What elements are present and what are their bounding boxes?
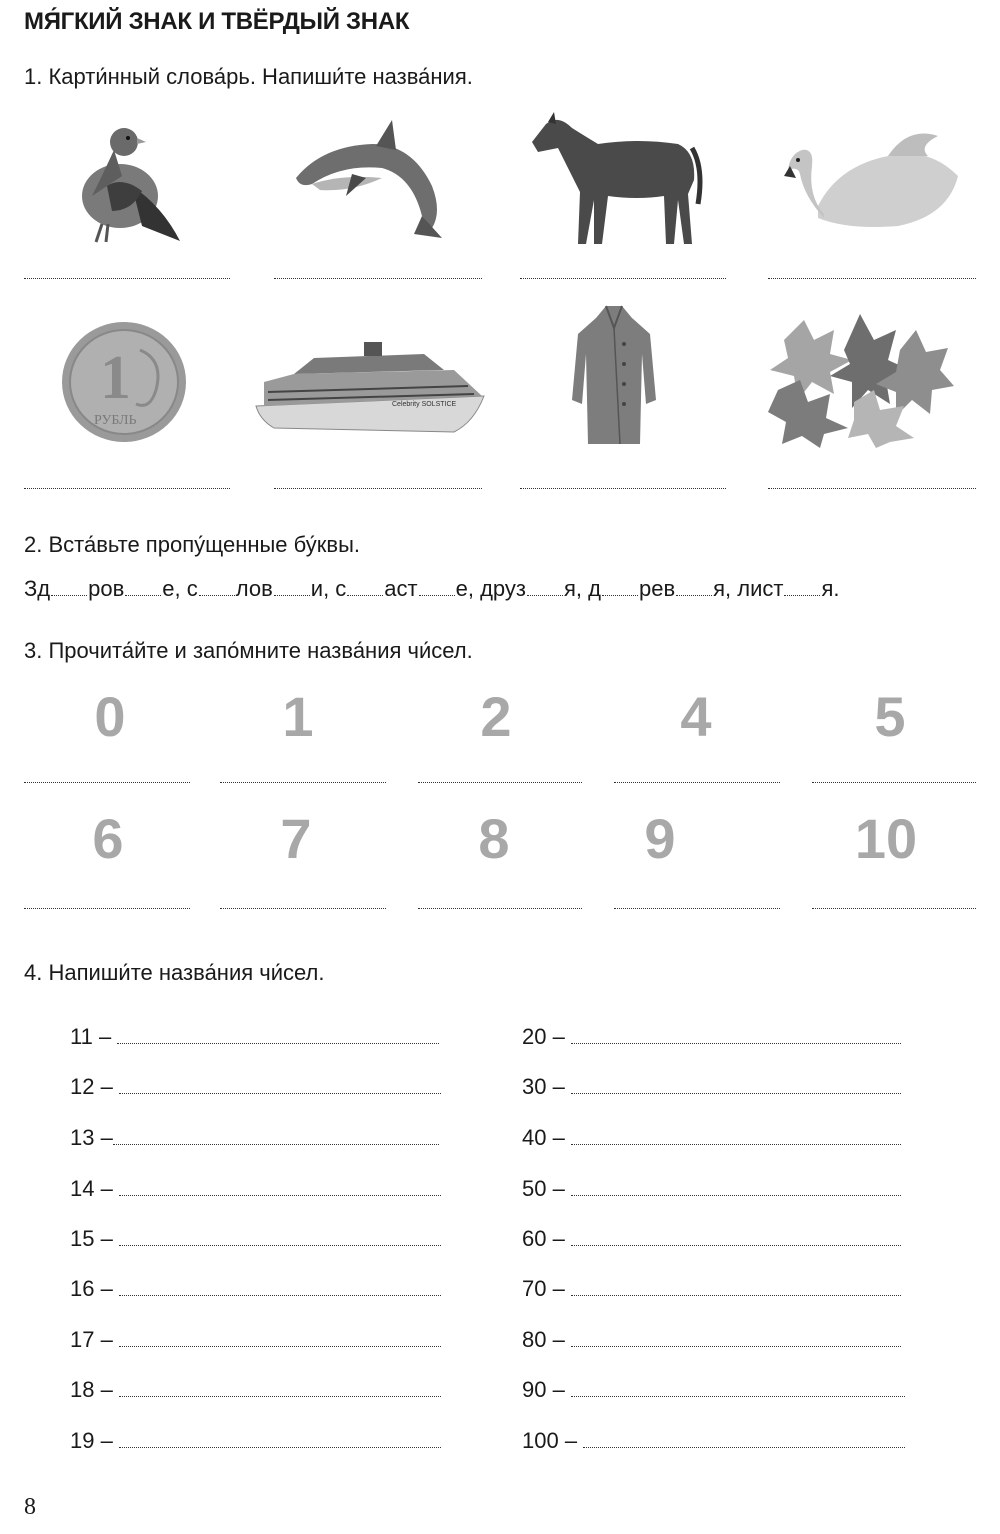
swan-image [778, 126, 962, 230]
letter-blank[interactable] [125, 577, 161, 596]
write-answer-line[interactable] [119, 1079, 441, 1094]
answer-line-leaves[interactable] [768, 488, 976, 489]
task-2-heading: 2. Вста́вьте пропу́щенные бу́квы. [24, 532, 361, 557]
number-label: 18 – [70, 1377, 113, 1402]
number-label: 20 – [522, 1024, 565, 1049]
word-part: ров [88, 576, 125, 601]
write-answer-line[interactable] [571, 1281, 901, 1296]
horse-image [528, 108, 704, 248]
write-answer-line[interactable] [119, 1281, 441, 1296]
word-part: лов [235, 576, 273, 601]
dolphin-image [292, 116, 452, 238]
number-2: 2 [480, 685, 512, 748]
coin-text: РУБЛЬ [94, 413, 137, 428]
write-row-16 [70, 1276, 441, 1302]
write-answer-line[interactable] [119, 1433, 441, 1448]
task-3-heading: 3. Прочита́йте и запо́мните назва́ния чи́сел. [24, 638, 473, 663]
number-4: 4 [680, 685, 712, 748]
write-answer-line[interactable] [571, 1332, 901, 1347]
svg-text:1: 1 [100, 344, 131, 412]
word-part: е, друз [455, 576, 526, 601]
number-label: 19 – [70, 1428, 113, 1453]
task-4-heading: 4. Напиши́те назва́ния чи́сел. [24, 960, 325, 985]
number-1: 1 [282, 685, 314, 748]
write-row-100 [522, 1428, 905, 1454]
write-row-30 [522, 1074, 901, 1100]
write-row-18 [70, 1377, 441, 1403]
write-answer-line[interactable] [119, 1231, 441, 1246]
number-label: 100 – [522, 1428, 578, 1453]
letter-blank[interactable] [784, 577, 820, 596]
write-answer-line[interactable] [119, 1382, 441, 1397]
coat-image [570, 304, 658, 448]
answer-line-coat[interactable] [520, 488, 726, 489]
ruble-coin-image [60, 320, 188, 444]
number-label: 30 – [522, 1074, 565, 1099]
number-0: 0 [94, 685, 126, 748]
write-row-15 [70, 1226, 441, 1252]
number-answer-line[interactable] [418, 782, 582, 783]
write-answer-line[interactable] [571, 1382, 905, 1397]
autumn-leaves-image [764, 310, 956, 448]
word-part: я. [821, 576, 840, 601]
number-label: 13 – [70, 1125, 113, 1150]
write-answer-line[interactable] [571, 1079, 901, 1094]
number-answer-line[interactable] [220, 782, 386, 783]
answer-line-swan[interactable] [768, 278, 976, 279]
number-answer-line[interactable] [220, 908, 386, 909]
number-9: 9 [644, 807, 676, 870]
write-row-50 [522, 1176, 901, 1202]
answer-line-horse[interactable] [520, 278, 726, 279]
word-part: и, с [310, 576, 347, 601]
write-row-14 [70, 1176, 441, 1202]
write-row-40 [522, 1125, 901, 1151]
number-7: 7 [280, 807, 312, 870]
write-answer-line[interactable] [113, 1130, 439, 1145]
write-row-70 [522, 1276, 901, 1302]
pigeon-image [62, 116, 182, 248]
letter-blank[interactable] [527, 577, 563, 596]
write-row-80 [522, 1327, 901, 1353]
answer-line-pigeon[interactable] [24, 278, 230, 279]
page-title: МЯ́ГКИЙ ЗНАК И ТВЁРДЫЙ ЗНАК [24, 8, 410, 35]
number-8: 8 [478, 807, 510, 870]
number-answer-line[interactable] [418, 908, 582, 909]
write-row-90 [522, 1377, 905, 1403]
number-label: 11 – [70, 1024, 112, 1049]
number-answer-line[interactable] [24, 908, 190, 909]
fill-in-letters-line [24, 576, 984, 602]
write-answer-line[interactable] [571, 1029, 901, 1044]
write-answer-line[interactable] [119, 1332, 441, 1347]
number-label: 40 – [522, 1125, 565, 1150]
cruise-ship-image [254, 336, 490, 436]
letter-blank[interactable] [274, 577, 310, 596]
word-part: рев [638, 576, 676, 601]
write-row-17 [70, 1327, 441, 1353]
number-label: 12 – [70, 1074, 113, 1099]
number-label: 90 – [522, 1377, 565, 1402]
word-part: Зд [24, 576, 51, 601]
word-part: я, лист [713, 576, 784, 601]
write-row-11 [70, 1024, 439, 1050]
number-label: 80 – [522, 1327, 565, 1352]
answer-line-ship[interactable] [274, 488, 482, 489]
letter-blank[interactable] [199, 577, 235, 596]
letter-blank[interactable] [676, 577, 712, 596]
number-label: 17 – [70, 1327, 113, 1352]
number-6: 6 [92, 807, 124, 870]
letter-blank[interactable] [419, 577, 455, 596]
letter-blank[interactable] [347, 577, 383, 596]
number-label: 70 – [522, 1276, 565, 1301]
number-label: 15 – [70, 1226, 113, 1251]
number-answer-line[interactable] [24, 782, 190, 783]
write-answer-line[interactable] [571, 1181, 901, 1196]
word-part: аст [384, 576, 418, 601]
answer-line-dolphin[interactable] [274, 278, 482, 279]
write-row-19 [70, 1428, 441, 1454]
number-label: 14 – [70, 1176, 113, 1201]
word-part: е, с [162, 576, 198, 601]
write-row-13 [70, 1125, 439, 1151]
number-answer-line[interactable] [812, 782, 976, 783]
number-answer-line[interactable] [614, 782, 780, 783]
number-answer-line[interactable] [614, 908, 780, 909]
ship-text: Celebrity SOLSTICE [392, 401, 457, 408]
write-answer-line[interactable] [117, 1029, 439, 1044]
page-number: 8 [24, 1494, 36, 1520]
number-5: 5 [874, 685, 906, 748]
write-answer-line[interactable] [583, 1433, 905, 1448]
write-row-12 [70, 1074, 441, 1100]
word-part: я, д [563, 576, 601, 601]
number-label: 50 – [522, 1176, 565, 1201]
write-row-20 [522, 1024, 901, 1050]
number-10: 10 [854, 807, 918, 870]
answer-line-coin[interactable] [24, 488, 230, 489]
write-answer-line[interactable] [119, 1181, 441, 1196]
letter-blank[interactable] [602, 577, 638, 596]
number-label: 60 – [522, 1226, 565, 1251]
number-answer-line[interactable] [812, 908, 976, 909]
letter-blank[interactable] [51, 577, 87, 596]
write-answer-line[interactable] [571, 1231, 901, 1246]
task-1-heading: 1. Карти́нный слова́рь. Напиши́те назва́ния. [24, 64, 473, 89]
number-label: 16 – [70, 1276, 113, 1301]
write-row-60 [522, 1226, 901, 1252]
write-answer-line[interactable] [571, 1130, 901, 1145]
